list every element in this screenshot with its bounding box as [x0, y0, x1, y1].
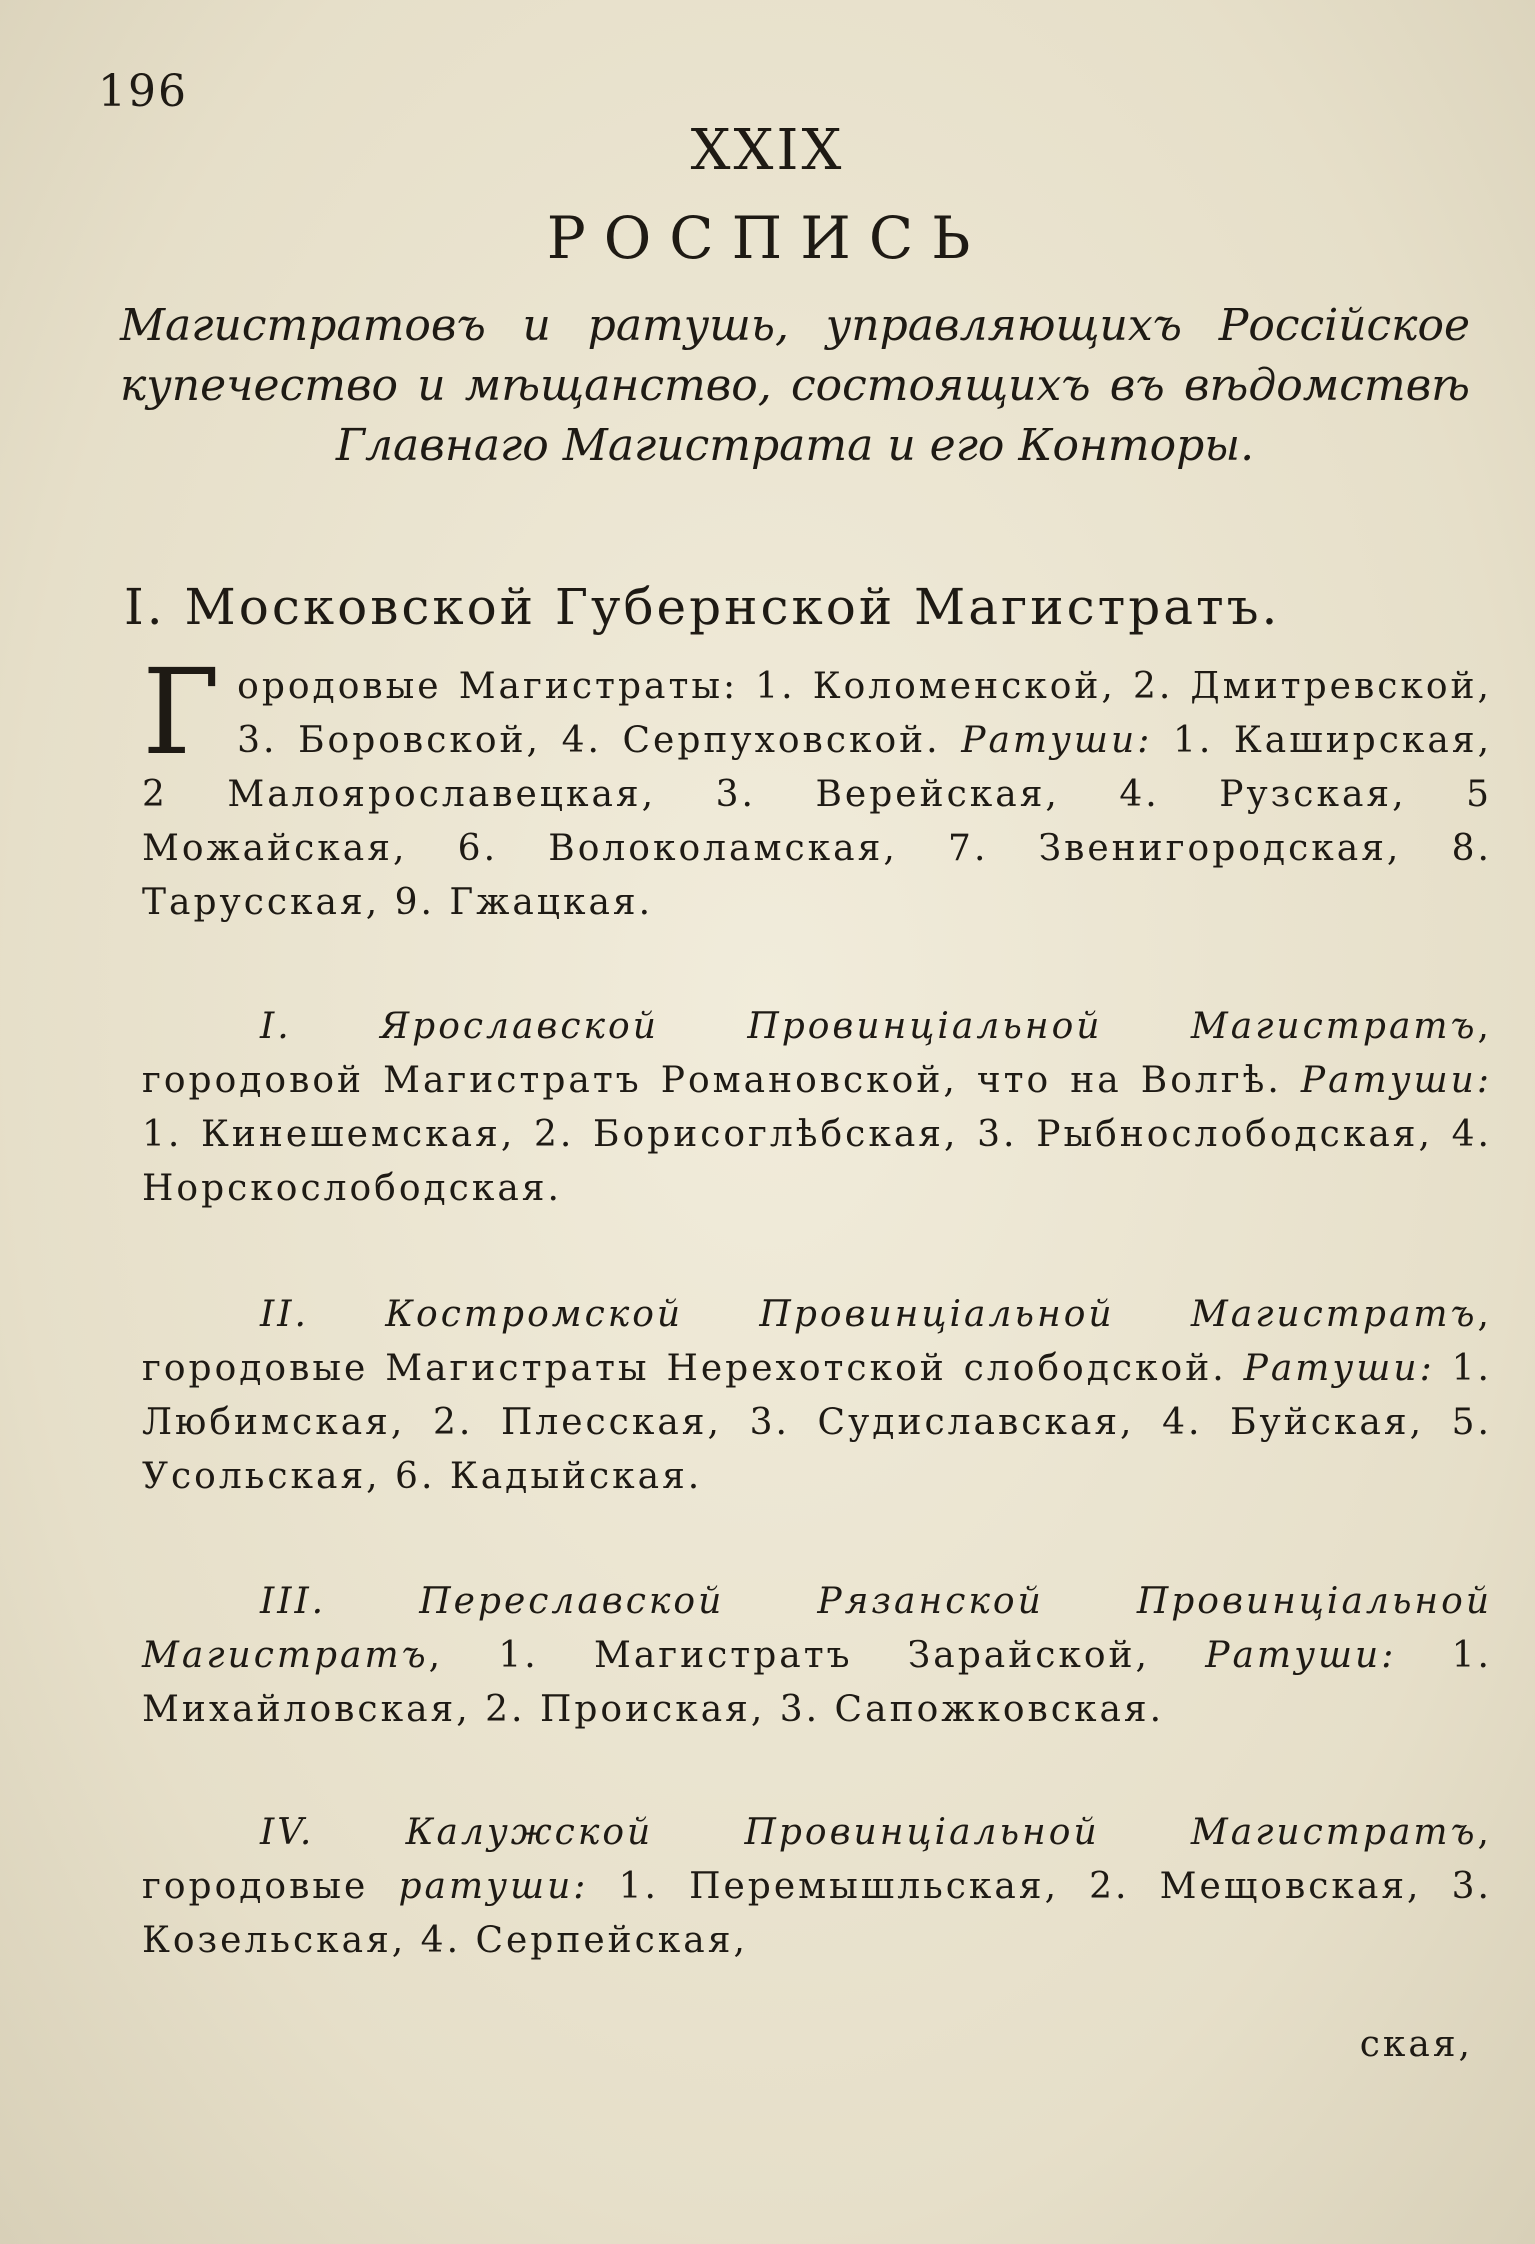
province-ratushi: 1. Любимская, 2. Плесская, 3. Судиславская, 4. Буйская, 5. Усольская, 6. Кадыйская. [142, 1348, 1492, 1497]
moscow-paragraph [142, 643, 1493, 930]
province-paragraph-kostroma [142, 1288, 1492, 1504]
province-title: I. Ярославской Провинціальной Магистратъ [260, 1006, 1478, 1047]
province-text: , 1. Магистратъ Зарайской, [428, 1635, 1150, 1676]
moscow-intro: ородовые Магистраты: 1. Коломенской, 2. Дмитревской, 3. Боровской, 4. Серпуховской. [237, 666, 1492, 761]
province-ratushi: 1. Кинешемская, 2. Борисоглѣбская, 3. Рыбнослободская, 4. Норскослободская. [142, 1114, 1492, 1209]
province-text: , городовые [142, 1812, 1492, 1907]
province-ratushi-label: Ратуши: [1243, 1348, 1435, 1389]
province-ratushi-label: ратуши: [398, 1866, 589, 1907]
section-heading: I. Московской Губернской Магистратъ. [124, 578, 1281, 636]
province-ratushi-label: Ратуши: [1300, 1060, 1492, 1101]
province-title: II. Костромской Провинціальной Магистратъ [260, 1294, 1478, 1335]
province-paragraph-kaluga [142, 1806, 1492, 1968]
drop-cap: Г [142, 643, 224, 781]
page-number: 196 [98, 66, 188, 117]
moscow-ratushi: 1. Каширская, 2 Малоярославецкая, 3. Верейская, 4. Рузская, 5 Можайская, 6. Волоколамская, 7. Звенигородская, 8. Тарусская, 9. Гжацкая. [142, 720, 1493, 923]
page-title: РОСПИСЬ [546, 204, 989, 272]
province-text: , городовые Магистраты Нерехотской слободской. [142, 1294, 1492, 1389]
province-ratushi-label: Ратуши: [1205, 1635, 1397, 1676]
province-title: III. Переславской Рязанской Провинціальной Магистратъ [142, 1581, 1492, 1676]
province-ratushi: 1. Михайловская, 2. Проиская, 3. Сапожковская. [142, 1635, 1492, 1730]
moscow-ratushi-label: Ратуши: [961, 720, 1153, 761]
province-paragraph-yaroslavl [142, 1000, 1492, 1216]
province-paragraph-pereslavl [142, 1575, 1492, 1737]
chapter-numeral: XXIX [690, 118, 845, 183]
page-subtitle: Магистратовъ и ратушь, управляющихъ Россійское купечество и мѣщанство, состоящихъ въ вѣдомствѣ Главнаго Магистрата и его Конторы. [120, 300, 1470, 471]
catchword: ская, [1359, 2024, 1473, 2065]
province-ratushi: 1. Перемышльская, 2. Мещовская, 3. Козельская, 4. Серпейская, [142, 1866, 1492, 1961]
province-title: IV. Калужской Провинціальной Магистратъ [260, 1812, 1478, 1853]
province-text: , городовой Магистратъ Романовской, что на Волгѣ. [142, 1006, 1492, 1101]
